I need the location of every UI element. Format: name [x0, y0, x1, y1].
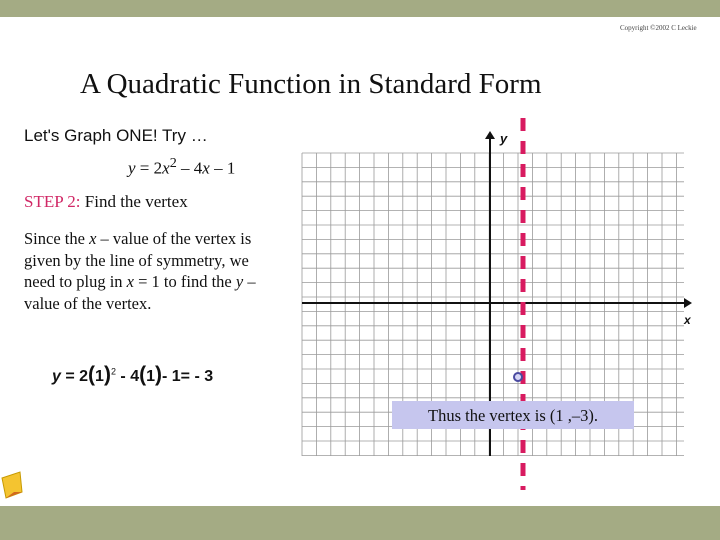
coordinate-graph: [300, 118, 700, 490]
calc-exponent: 2: [110, 366, 116, 377]
x-axis-label: x: [684, 313, 691, 327]
vertex-calculation: [52, 363, 213, 387]
calc-close-paren-2: ): [155, 363, 162, 386]
para-x2: x: [126, 272, 134, 291]
vertex-callout: [392, 401, 634, 429]
para-part-2: – value of the vertex is given by the line of symmetry, we need to plug in: [24, 229, 252, 291]
x-axis-arrow: [684, 298, 692, 308]
para-x1: x: [89, 229, 97, 248]
step-heading: [24, 192, 188, 212]
y-axis-arrow: [485, 131, 495, 139]
calc-one-1: 1: [95, 368, 104, 385]
step-text: Find the vertex: [80, 192, 188, 211]
vertex-callout-text: Thus the vertex is (1 ,–3).: [427, 406, 598, 425]
para-part-4: – value of the vertex.: [24, 272, 256, 313]
y-axis-label: y: [500, 131, 508, 146]
explanation-paragraph: [24, 228, 274, 314]
calc-one-2: 1: [146, 368, 155, 385]
equation-tail: – 1: [209, 158, 236, 178]
step-label: STEP 2:: [24, 192, 81, 211]
note-icon[interactable]: [0, 470, 24, 500]
equation-mid: – 4: [176, 158, 203, 178]
equation-x1: x: [162, 158, 170, 178]
equation-x2: x: [202, 158, 210, 178]
calc-eq: = 2: [60, 368, 89, 385]
para-part-1: Since the: [24, 229, 90, 248]
copyright-text: Copyright ©2002 C Leckie: [620, 24, 697, 32]
intro-text: Let's Graph ONE! Try …: [24, 126, 208, 145]
calc-close-paren-1: ): [103, 363, 111, 386]
slide-title: A Quadratic Function in Standard Form: [80, 68, 542, 100]
calc-open-paren-2: (: [139, 363, 147, 386]
equation-y: y: [128, 158, 136, 178]
equation: [128, 155, 235, 179]
calc-open-paren-1: (: [88, 363, 96, 386]
calc-rest: - 1= - 3: [162, 368, 214, 385]
equation-lhs: = 2: [135, 158, 163, 178]
vertex-point: [514, 373, 522, 381]
equation-exponent: 2: [169, 155, 177, 171]
calc-minus: - 4: [115, 368, 140, 385]
bottom-bar: [0, 506, 720, 540]
calc-y: y: [52, 368, 61, 385]
para-part-3: = 1 to find the: [133, 272, 236, 291]
top-bar: [0, 0, 720, 17]
para-y1: y: [235, 272, 244, 291]
